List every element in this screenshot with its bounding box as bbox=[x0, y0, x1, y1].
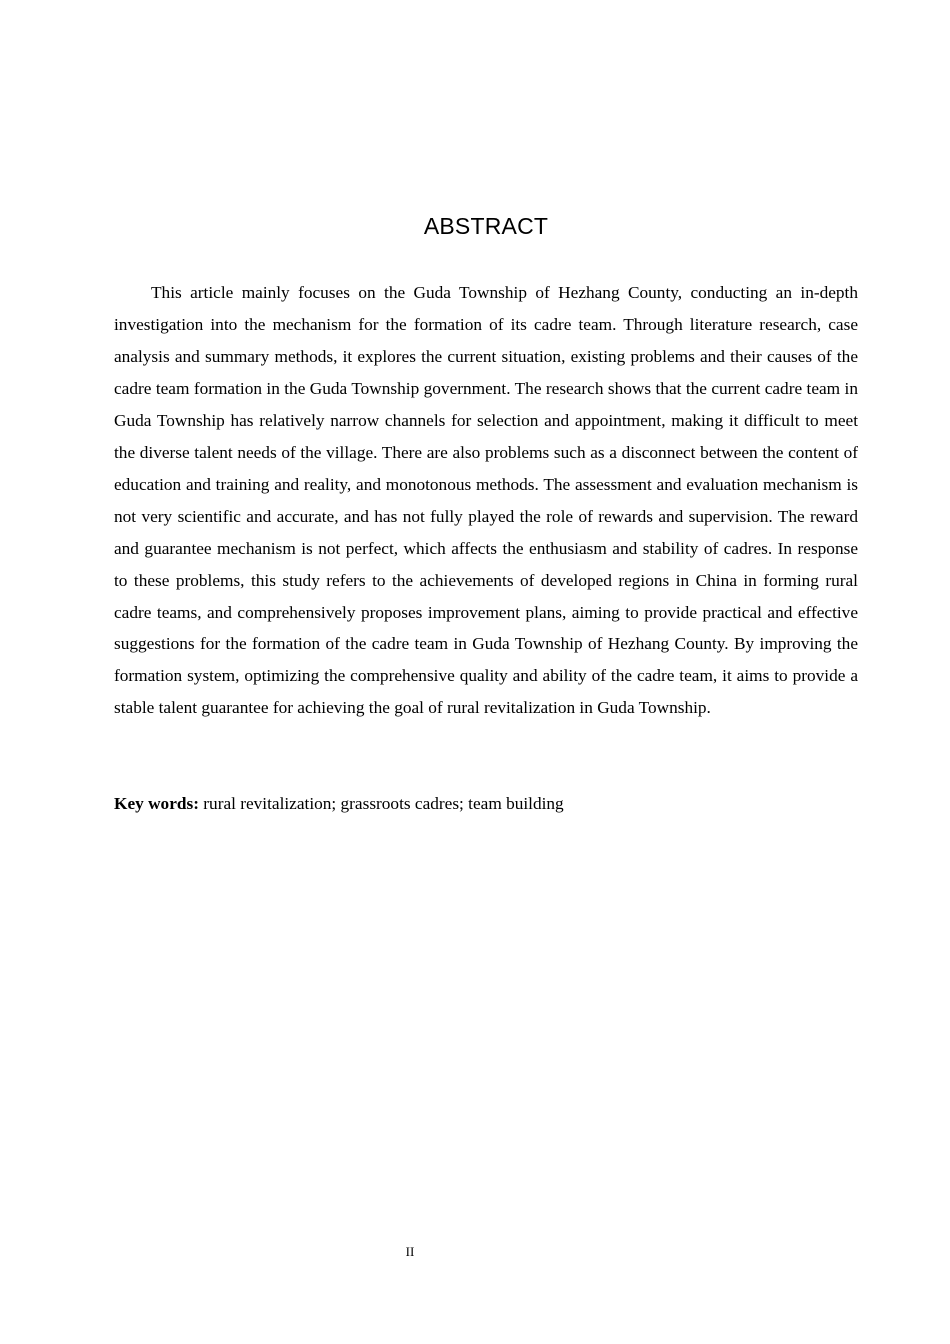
abstract-body: This article mainly focuses on the Guda Township of Hezhang County, conducting an in-depth investigation into the mechanism for the formation of its cadre team. Through literature research, case analysis and summary methods, it explores the current situation, existing problems and their causes of the cadre team formation in the Guda Township government. The research shows that the current cadre team in Guda Township has relatively narrow channels for selection and appointment, making it difficult to meet the diverse talent needs of the village. There are also problems such as a disconnect between the content of education and training and reality, and monotonous methods. The assessment and evaluation mechanism is not very scientific and accurate, and has not fully played the role of rewards and supervision. The reward and guarantee mechanism is not perfect, which affects the enthusiasm and stability of cadres. In response to these problems, this study refers to the achievements of developed regions in China in forming rural cadre teams, and comprehensively proposes improvement plans, aiming to provide practical and effective suggestions for the formation of the cadre team in Guda Township of Hezhang County. By improving the formation system, optimizing the comprehensive quality and ability of the cadre team, it aims to provide a stable talent guarantee for achieving the goal of rural revitalization in Guda Township. bbox=[114, 283, 858, 718]
keywords-text: rural revitalization; grassroots cadres; team building bbox=[203, 794, 564, 813]
abstract-title: ABSTRACT bbox=[423, 213, 549, 239]
keywords-line bbox=[114, 788, 858, 820]
keywords-label: Key words: bbox=[114, 794, 199, 813]
page-number: II bbox=[405, 1244, 415, 1259]
